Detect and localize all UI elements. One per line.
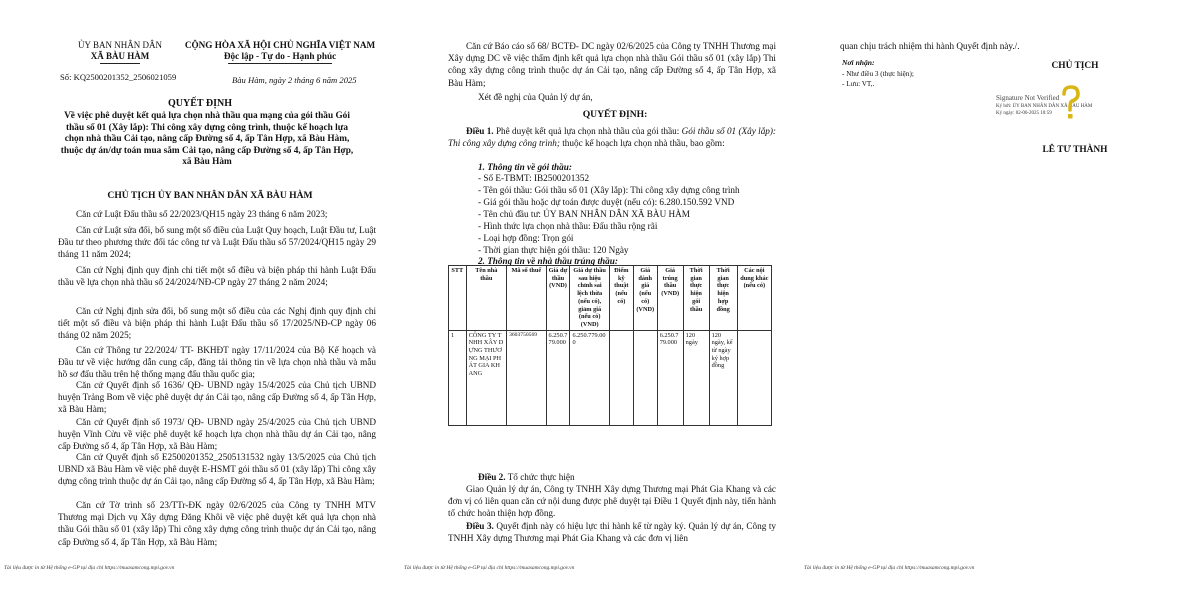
section-1-title: 1. Thông tin về gói thầu: — [478, 162, 572, 172]
col-header-bidder: Tên nhà thầu — [466, 266, 507, 331]
motto-underline — [228, 63, 332, 64]
col-header-winning-price: Giá trúng thầu (VND) — [657, 266, 683, 331]
national-motto — [160, 40, 400, 62]
cell-contract-duration: 120 ngày, kể từ ngày ký hợp đồng — [709, 330, 737, 425]
cell-adjusted-price: 6.250.779.000 — [570, 330, 609, 425]
col-header-package-duration: Thời gian thực hiện gói thầu — [683, 266, 709, 331]
article-2-lead: Điều 2. — [478, 472, 506, 482]
article-1-tail: thuộc kế hoạch lựa chọn nhà thầu, bao gồm: — [559, 138, 725, 149]
basis-7: Căn cứ Quyết định số 1973/ QĐ- UBND ngày 25/4/2025 của Chủ tịch UBND huyện Vĩnh Cửu về việc phê duyệt kế hoạch lựa chọn nhà thầu dự án Cải tạo, nâng cấp Đường số 4, ấp Tân Hợp, xã Bàu Hàm; — [58, 417, 376, 452]
col-header-bid-price: Giá dự thầu (VND) — [546, 266, 570, 331]
cell-other — [737, 330, 771, 425]
recipient-item: - Như điều 3 (thực hiện); — [842, 70, 914, 78]
article-3-text: Quyết định này có hiệu lực thi hành kể từ ngày ký. Quản lý dự án, Công ty TNHH Xây dựng Thương mại Phát Gia Khang và các đơn vị liên — [448, 521, 777, 544]
article-1-text: Phê duyệt kết quả lựa chọn nhà thầu của gói thầu: — [493, 126, 682, 136]
page-2 — [400, 0, 800, 590]
article-2-title: Tổ chức thực hiện — [505, 472, 575, 482]
signer-name: LÊ TƯ THÀNH — [1042, 145, 1108, 155]
article-1-lead: Điều 1. — [466, 126, 494, 136]
winning-bidder-table — [448, 265, 772, 426]
table-header-row — [449, 266, 772, 331]
col-header-tax-code: Mã số thuế — [507, 266, 546, 331]
recipients-title: Nơi nhận: — [842, 58, 875, 67]
signature-date: Ký ngày: 02-06-2025 10:59 — [996, 111, 1052, 116]
page-footer: Tài liệu được in từ Hệ thống e-GP tại địa chỉ https://muasamcong.mpi.gov.vn — [804, 565, 975, 571]
recipient-item: - Lưu: VT,. — [842, 80, 875, 88]
cell-tax-code: 3603750569 — [507, 330, 546, 425]
info-2: - Tên gói thầu: Gói thầu số 01 (Xây lắp): Thi công xây dựng công trình — [478, 185, 740, 195]
cell-stt: 1 — [449, 330, 467, 425]
proposal-line — [478, 92, 593, 102]
info-6: - Loại hợp đồng: Trọn gói — [478, 233, 574, 243]
article-2-text: Giao Quản lý dự án, Công ty TNHH Xây dựng Thương mại Phát Gia Khang và các đơn vị có liên quan căn cứ nội dung được phê duyệt tại Điều 1 Quyết định này, tiến hành tổ chức hoàn thiện hợp đồng. — [448, 484, 776, 519]
cell-bidder-name: CÔNG TY TNHH XÂY DỰNG THƯƠNG MẠI PHÁT GIA KHANG — [466, 330, 507, 425]
table-row — [449, 330, 772, 425]
cell-tech-score — [609, 330, 633, 425]
basis-3: Căn cứ Nghị định quy định chi tiết một số điều và biện pháp thi hành Luật Đấu thầu về lựa chọn nhà thầu số 24/2024/NĐ-CP ngày 27 tháng 2 năm 2024; — [58, 265, 376, 288]
document-subject: Về việc phê duyệt kết quả lựa chọn nhà thầu qua mạng của gói thầu Gói thầu số 01 (Xây lắp): Thi công xây dựng công trình, thuộc kế hoạch lựa chọn nhà thầu Cải tạo, nâng cấp Đường số 4, ấp Tân Hợp, xã Bàu Hàm, thuộc dự án/dự toán mua sắm Cải tạo, nâng cấp Đường số 4, ấp Tân Hợp, xã Bàu Hàm — [60, 111, 354, 168]
article-2-heading — [478, 471, 575, 483]
page-3 — [800, 0, 1200, 590]
article-1 — [448, 125, 776, 149]
col-header-contract-duration: Thời gian thực hiện hợp đồng — [709, 266, 737, 331]
basis-9: Căn cứ Tờ trình số 23/TTr-ĐK ngày 02/6/2025 của Công ty TNHH MTV Thương mại Dịch vụ Xây dựng Đăng Khôi về việc phê duyệt kết quả lựa chọn nhà thầu Gói thầu số 01 (xây lắp) Thi công xây dựng công trình thuộc dự án Cải tạo, nâng cấp Đường số 4, ấp Tân Hợp, xã Bàu Hàm; — [58, 500, 376, 547]
basis-10: Căn cứ Báo cáo số 68/ BCTĐ- DC ngày 02/6/2025 của Công ty TNHH Thương mại Xây dựng DC về việc thẩm định kết quả lựa chọn nhà thầu Gói thầu số 01 (xây lắp) Thi công xây dựng công trình thuộc dự án Cải tạo, nâng cấp Đường số 4, ấp Tân Hợp, xã Bàu Hàm; — [448, 41, 776, 88]
agency-line-1: ỦY BAN NHÂN DÂN — [78, 40, 162, 50]
cell-winning-price: 6.250.779.000 — [657, 330, 683, 425]
info-1: - Số E-TBMT: IB2500201352 — [478, 173, 590, 183]
basis-4: Căn cứ Nghị định sửa đổi, bổ sung một số điều của các Nghị định quy định chi tiết một số điều và biện pháp thi hành Luật Đấu thầu số 17/2025/NĐ-CP ngày 06 tháng 02 năm 2025; — [58, 306, 376, 341]
signer-title: CHỦ TỊCH — [1051, 61, 1099, 71]
digital-signature-block — [996, 93, 1096, 127]
col-header-tech-score: Điểm kỹ thuật (nếu có) — [609, 266, 633, 331]
recipients-list — [842, 69, 914, 89]
section-2-title: 2. Thông tin về nhà thầu trúng thầu: — [478, 256, 618, 266]
basis-8: Căn cứ Quyết định số E2500201352_2505131532 ngày 13/5/2025 của Chủ tịch UBND xã Bàu Hàm về việc phê duyệt E-HSMT gói thầu số 01 (xây lắp) Thi công xây dựng công trình thuộc dự án Cải tạo, nâng cấp Đường số 4, ấp Tân Hợp, xã Bàu Hàm; — [58, 452, 376, 487]
basis-2: Căn cứ Luật sửa đổi, bổ sung một số điều của Luật Quy hoạch, Luật Đầu tư, Luật Đầu tư theo phương thức đối tác công tư và Luật Đấu thầu số 57/2024/QH15 ngày 29 tháng 11 năm 2024; — [58, 225, 376, 260]
agency-underline — [100, 63, 140, 64]
article-3 — [448, 520, 776, 544]
col-header-evaluated-price: Giá đánh giá (nếu có) (VND) — [633, 266, 657, 331]
nation-line-1: CỘNG HÒA XÃ HỘI CHỦ NGHĨA VIỆT NAM — [184, 40, 376, 50]
col-header-adjusted-price: Giá dự thầu sau hiệu chỉnh sai lệch thừa (nếu có), giảm giá (nếu có) (VND) — [570, 266, 609, 331]
signature-signer: Ký bởi: ỦY BAN NHÂN DÂN XÃ BÀU HÀM — [996, 104, 1093, 109]
article-1-italic: Gói thầu số 01 (Xây lắp): Thi công xây dựng công trình; — [448, 126, 776, 149]
agency-line-2: XÃ BÀU HÀM — [90, 50, 150, 61]
document-title: QUYẾT ĐỊNH — [168, 98, 232, 109]
info-3: - Giá gói thầu hoặc dự toán được duyệt (nếu có): 6.280.150.592 VND — [478, 197, 735, 207]
cell-bid-price: 6.250.779.000 — [546, 330, 570, 425]
col-header-stt: STT — [449, 266, 467, 331]
info-7: - Thời gian thực hiện gói thầu: 120 Ngày — [478, 245, 629, 255]
place-date: Bàu Hàm, ngày 2 tháng 6 năm 2025 — [232, 75, 357, 85]
article-3-lead: Điều 3. — [466, 521, 494, 531]
page-1 — [0, 0, 400, 590]
article-3-continued: quan chịu trách nhiệm thi hành Quyết định này./. — [840, 41, 1020, 51]
page-footer: Tài liệu được in từ Hệ thống e-GP tại địa chỉ https://muasamcong.mpi.gov.vn — [4, 565, 175, 571]
basis-6: Căn cứ Quyết định số 1636/ QĐ- UBND ngày 15/4/2025 của Chủ tịch UBND huyện Trảng Bom về việc phê duyệt dự án Cải tạo, nâng cấp Đường số 4, ấp Tân Hợp, xã Bàu Hàm; — [58, 380, 376, 415]
cell-package-duration: 120 ngày — [683, 330, 709, 425]
basis-1: Căn cứ Luật Đấu thầu số 22/2023/QH15 ngày 23 tháng 6 năm 2023; — [76, 209, 328, 219]
document-number: Số: KQ2500201352_2506021059 — [60, 72, 177, 82]
cell-evaluated-price — [633, 330, 657, 425]
nation-line-2: Độc lập - Tự do - Hạnh phúc — [223, 50, 337, 61]
info-4: - Tên chủ đầu tư: ỦY BAN NHÂN DÂN XÃ BÀU HÀM — [478, 209, 690, 219]
decide-heading: QUYẾT ĐỊNH: — [582, 109, 648, 120]
proposal-text: Xét đề nghị của Quản lý dự án, — [478, 92, 593, 102]
col-header-other: Các nội dung khác (nếu có) — [737, 266, 771, 331]
page-footer: Tài liệu được in từ Hệ thống e-GP tại địa chỉ https://muasamcong.mpi.gov.vn — [404, 565, 575, 571]
info-5: - Hình thức lựa chọn nhà thầu: Đấu thầu rộng rãi — [478, 221, 658, 231]
signature-status: Signature Not Verified — [996, 94, 1060, 102]
unverified-question-icon — [1060, 85, 1082, 121]
basis-5: Căn cứ Thông tư 22/2024/ TT- BKHĐT ngày 17/11/2024 của Bộ Kế hoạch và Đầu tư về việc hướng dẫn cung cấp, đăng tải thông tin về lựa chọn nhà thầu và mẫu hồ sơ đấu thầu trên hệ thống mạng đấu thầu quốc gia; — [58, 345, 376, 380]
issuing-authority: CHỦ TỊCH ỦY BAN NHÂN DÂN XÃ BÀU HÀM — [107, 190, 313, 201]
